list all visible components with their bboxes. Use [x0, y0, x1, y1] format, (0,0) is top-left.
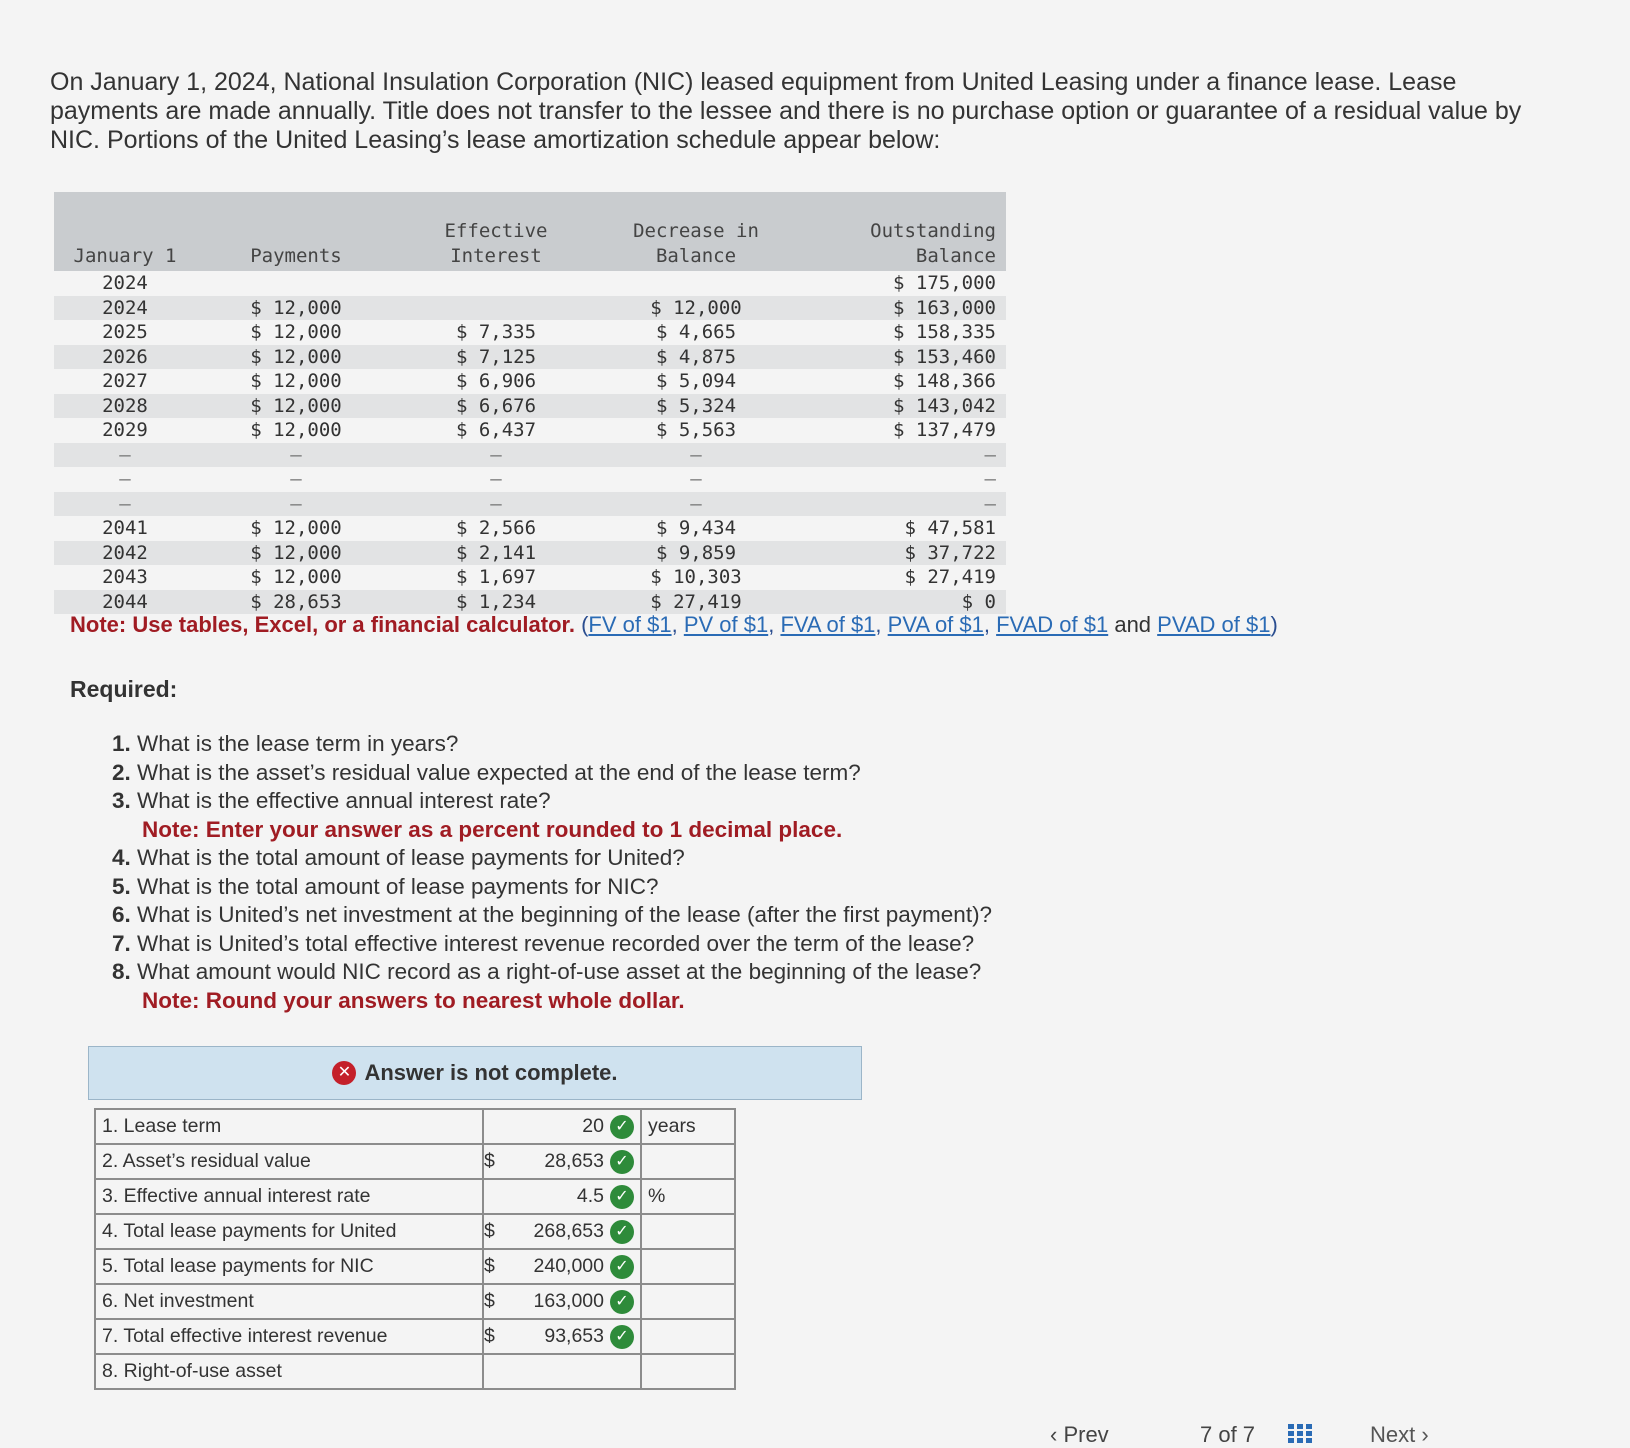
schedule-cell: $ 12,000: [196, 541, 396, 566]
schedule-cell: $ 5,563: [596, 418, 796, 443]
question-item: [112, 844, 1112, 873]
schedule-row: [54, 565, 1006, 590]
answer-value: 268,653: [533, 1220, 604, 1242]
question-number: 4.: [112, 845, 131, 870]
answer-row: [95, 1319, 735, 1354]
question-note: Note: Round your answers to nearest whole dollar.: [142, 987, 685, 1013]
schedule-cell: $ 7,335: [396, 320, 596, 345]
schedule-cell: —: [796, 443, 1006, 468]
question-text: What is the total amount of lease payments for NIC?: [137, 873, 659, 899]
schedule-cell: $ 27,419: [796, 565, 1006, 590]
schedule-cell: [596, 271, 796, 296]
header-payments: Payments: [196, 192, 396, 271]
header-outstanding-balance: Outstanding Balance: [796, 192, 1006, 271]
answer-input[interactable]: [483, 1109, 641, 1144]
question-item: [112, 730, 1112, 759]
schedule-cell: 2025: [54, 320, 196, 345]
schedule-cell: $ 9,434: [596, 516, 796, 541]
schedule-row: [54, 271, 1006, 296]
problem-intro: On January 1, 2024, National Insulation Corporation (NIC) leased equipment from United Leasing under a finance lease. Lease payments are made annually. Title does not transfer to the lessee and there is no purchase option or guarantee of a residual value by NIC. Portions of the United Leasing’s lease amortization schedule appear below:: [50, 68, 1522, 154]
schedule-cell: 2028: [54, 394, 196, 419]
currency-symbol: $: [484, 1255, 495, 1277]
schedule-cell: $ 4,665: [596, 320, 796, 345]
schedule-cell: 2027: [54, 369, 196, 394]
schedule-cell: $ 5,094: [596, 369, 796, 394]
checkmark-icon: ✓: [610, 1325, 634, 1349]
schedule-cell: $ 12,000: [196, 418, 396, 443]
checkmark-icon: ✓: [610, 1185, 634, 1209]
answer-value: 240,000: [533, 1255, 604, 1277]
schedule-cell: $ 6,906: [396, 369, 596, 394]
schedule-cell: 2044: [54, 590, 196, 615]
schedule-row: [54, 369, 1006, 394]
link-pvad-of-1[interactable]: PVAD of $1: [1157, 612, 1271, 637]
schedule-row: [54, 541, 1006, 566]
schedule-cell: —: [396, 443, 596, 468]
schedule-row: [54, 394, 1006, 419]
schedule-cell: 2026: [54, 345, 196, 370]
schedule-row: [54, 516, 1006, 541]
grid-icon[interactable]: [1288, 1424, 1312, 1444]
checkmark-icon: ✓: [610, 1220, 634, 1244]
answer-row: [95, 1214, 735, 1249]
schedule-cell: $ 9,859: [596, 541, 796, 566]
question-item: [112, 787, 1112, 816]
answer-label: 3. Effective annual interest rate: [95, 1179, 483, 1214]
question-text: What is the lease term in years?: [137, 731, 459, 756]
schedule-cell: —: [54, 443, 196, 468]
currency-symbol: $: [484, 1220, 495, 1242]
note-text: Note: Use tables, Excel, or a financial calculator.: [70, 612, 575, 637]
schedule-cell: —: [396, 492, 596, 517]
question-number: 2.: [112, 759, 131, 785]
schedule-cell: $ 28,653: [196, 590, 396, 615]
answer-label: 1. Lease term: [95, 1109, 483, 1144]
link-fva-of-1[interactable]: FVA of $1: [780, 612, 876, 637]
schedule-cell: 2024: [54, 296, 196, 321]
table-links: (FV of $1, PV of $1, FVA of $1, PVA of $1, FVAD of $1 and PVAD of $1): [581, 612, 1278, 637]
answer-input[interactable]: [483, 1249, 641, 1284]
schedule-cell: $ 5,324: [596, 394, 796, 419]
answer-unit: [641, 1144, 735, 1179]
link-fvad-of-1[interactable]: FVAD of $1: [996, 612, 1109, 637]
question-item: [112, 901, 1112, 930]
answer-table: [94, 1108, 736, 1390]
answer-unit: [641, 1214, 735, 1249]
schedule-cell: $ 6,437: [396, 418, 596, 443]
answer-input[interactable]: [483, 1319, 641, 1354]
answer-value: 28,653: [544, 1150, 604, 1172]
question-number: 5.: [112, 873, 131, 899]
question-note: Note: Enter your answer as a percent rounded to 1 decimal place.: [142, 816, 843, 842]
answer-unit: [641, 1249, 735, 1284]
schedule-cell: $ 12,000: [196, 369, 396, 394]
schedule-cell: [396, 271, 596, 296]
calculator-note: [70, 612, 1278, 638]
schedule-cell: —: [196, 443, 396, 468]
schedule-cell: $ 12,000: [196, 345, 396, 370]
schedule-cell: 2029: [54, 418, 196, 443]
schedule-cell: —: [596, 492, 796, 517]
link-fv-of-1[interactable]: FV of $1: [588, 612, 672, 637]
schedule-cell: $ 0: [796, 590, 1006, 615]
schedule-row: [54, 443, 1006, 468]
schedule-cell: $ 12,000: [196, 394, 396, 419]
schedule-cell: $ 6,676: [396, 394, 596, 419]
schedule-cell: $ 137,479: [796, 418, 1006, 443]
prev-button[interactable]: ‹ Prev: [1050, 1422, 1109, 1447]
schedule-cell: $ 37,722: [796, 541, 1006, 566]
schedule-cell: $ 175,000: [796, 271, 1006, 296]
checkmark-icon: ✓: [610, 1115, 634, 1139]
currency-symbol: $: [484, 1325, 495, 1347]
schedule-cell: 2024: [54, 271, 196, 296]
schedule-cell: —: [54, 467, 196, 492]
schedule-cell: $ 153,460: [796, 345, 1006, 370]
currency-symbol: $: [484, 1150, 495, 1172]
required-heading: Required:: [70, 676, 178, 702]
amortization-schedule: [54, 192, 1006, 614]
page-indicator: 7 of 7: [1200, 1422, 1256, 1447]
schedule-cell: $ 10,303: [596, 565, 796, 590]
answer-value: 20: [582, 1115, 604, 1137]
schedule-cell: $ 1,234: [396, 590, 596, 615]
schedule-cell: —: [796, 492, 1006, 517]
schedule-cell: —: [196, 467, 396, 492]
answer-label: 2. Asset’s residual value: [95, 1144, 483, 1179]
question-number: 6.: [112, 902, 131, 927]
schedule-cell: [196, 271, 396, 296]
schedule-cell: 2042: [54, 541, 196, 566]
schedule-row: [54, 320, 1006, 345]
schedule-cell: —: [196, 492, 396, 517]
schedule-row: [54, 492, 1006, 517]
question-text: What is the effective annual interest rate?: [137, 788, 551, 813]
answer-unit: %: [641, 1179, 735, 1214]
schedule-row: [54, 296, 1006, 321]
schedule-cell: —: [396, 467, 596, 492]
schedule-cell: $ 12,000: [196, 320, 396, 345]
answer-value: 93,653: [544, 1325, 604, 1347]
checkmark-icon: ✓: [610, 1150, 634, 1174]
answer-input[interactable]: [483, 1144, 641, 1179]
question-text: What is United’s net investment at the beginning of the lease (after the first payment)?: [137, 902, 993, 927]
answer-input[interactable]: [483, 1354, 641, 1389]
schedule-row: [54, 467, 1006, 492]
answer-label: 8. Right-of-use asset: [95, 1354, 483, 1389]
schedule-cell: $ 2,566: [396, 516, 596, 541]
answer-unit: [641, 1284, 735, 1319]
answer-value: 4.5: [576, 1185, 604, 1207]
header-decrease-in-balance: Decrease in Balance: [596, 192, 796, 271]
next-button[interactable]: Next ›: [1370, 1422, 1429, 1447]
schedule-cell: —: [596, 467, 796, 492]
question-item: [112, 958, 1112, 987]
schedule-cell: $ 143,042: [796, 394, 1006, 419]
schedule-row: [54, 345, 1006, 370]
answer-unit: years: [641, 1109, 735, 1144]
header-effective-interest: Effective Interest: [396, 192, 596, 271]
schedule-cell: $ 12,000: [196, 296, 396, 321]
schedule-cell: $ 47,581: [796, 516, 1006, 541]
question-item: [112, 930, 1112, 959]
answer-row: [95, 1179, 735, 1214]
question-text: What is the asset’s residual value expected at the end of the lease term?: [137, 759, 861, 785]
answer-row: [95, 1284, 735, 1319]
schedule-cell: $ 158,335: [796, 320, 1006, 345]
question-number: 7.: [112, 930, 131, 956]
question-item: [112, 873, 1112, 902]
schedule-cell: $ 12,000: [196, 516, 396, 541]
answer-label: 5. Total lease payments for NIC: [95, 1249, 483, 1284]
answer-row: [95, 1249, 735, 1284]
answer-label: 4. Total lease payments for United: [95, 1214, 483, 1249]
question-text: What is the total amount of lease payments for United?: [137, 845, 685, 870]
answer-label: 7. Total effective interest revenue: [95, 1319, 483, 1354]
question-text: What is United’s total effective interest revenue recorded over the term of the lease?: [137, 930, 975, 956]
schedule-cell: $ 4,875: [596, 345, 796, 370]
answer-status-text: Answer is not complete.: [364, 1060, 618, 1085]
currency-symbol: $: [484, 1290, 495, 1312]
answer-unit: [641, 1319, 735, 1354]
pagination: [1040, 1420, 1460, 1446]
answer-row: [95, 1109, 735, 1144]
schedule-cell: —: [54, 492, 196, 517]
schedule-cell: 2043: [54, 565, 196, 590]
answer-label: 6. Net investment: [95, 1284, 483, 1319]
answer-row: [95, 1354, 735, 1389]
schedule-cell: $ 27,419: [596, 590, 796, 615]
schedule-cell: $ 1,697: [396, 565, 596, 590]
answer-input[interactable]: [483, 1284, 641, 1319]
error-x-icon: ✕: [332, 1061, 356, 1085]
schedule-cell: $ 12,000: [196, 565, 396, 590]
answer-row: [95, 1144, 735, 1179]
checkmark-icon: ✓: [610, 1255, 634, 1279]
schedule-header-row: [54, 192, 1006, 271]
question-number: 3.: [112, 788, 131, 813]
link-pva-of-1[interactable]: PVA of $1: [887, 612, 984, 637]
schedule-cell: $ 7,125: [396, 345, 596, 370]
question-text: What amount would NIC record as a right-of-use asset at the beginning of the lease?: [137, 959, 982, 984]
header-january-1: January 1: [54, 192, 196, 271]
answer-unit: [641, 1354, 735, 1389]
question-number: 8.: [112, 959, 131, 984]
schedule-cell: $ 2,141: [396, 541, 596, 566]
questions-list: [112, 730, 1112, 1015]
schedule-row: [54, 590, 1006, 615]
answer-value: 163,000: [533, 1290, 604, 1312]
schedule-cell: —: [796, 467, 1006, 492]
schedule-cell: [396, 296, 596, 321]
question-item: [112, 759, 1112, 788]
schedule-cell: $ 12,000: [596, 296, 796, 321]
question-number: 1.: [112, 731, 131, 756]
answer-input[interactable]: [483, 1214, 641, 1249]
schedule-cell: $ 163,000: [796, 296, 1006, 321]
answer-status-banner: [88, 1046, 862, 1100]
link-pv-of-1[interactable]: PV of $1: [683, 612, 769, 637]
schedule-row: [54, 418, 1006, 443]
answer-input[interactable]: [483, 1179, 641, 1214]
schedule-cell: 2041: [54, 516, 196, 541]
checkmark-icon: ✓: [610, 1290, 634, 1314]
schedule-cell: —: [596, 443, 796, 468]
schedule-cell: $ 148,366: [796, 369, 1006, 394]
